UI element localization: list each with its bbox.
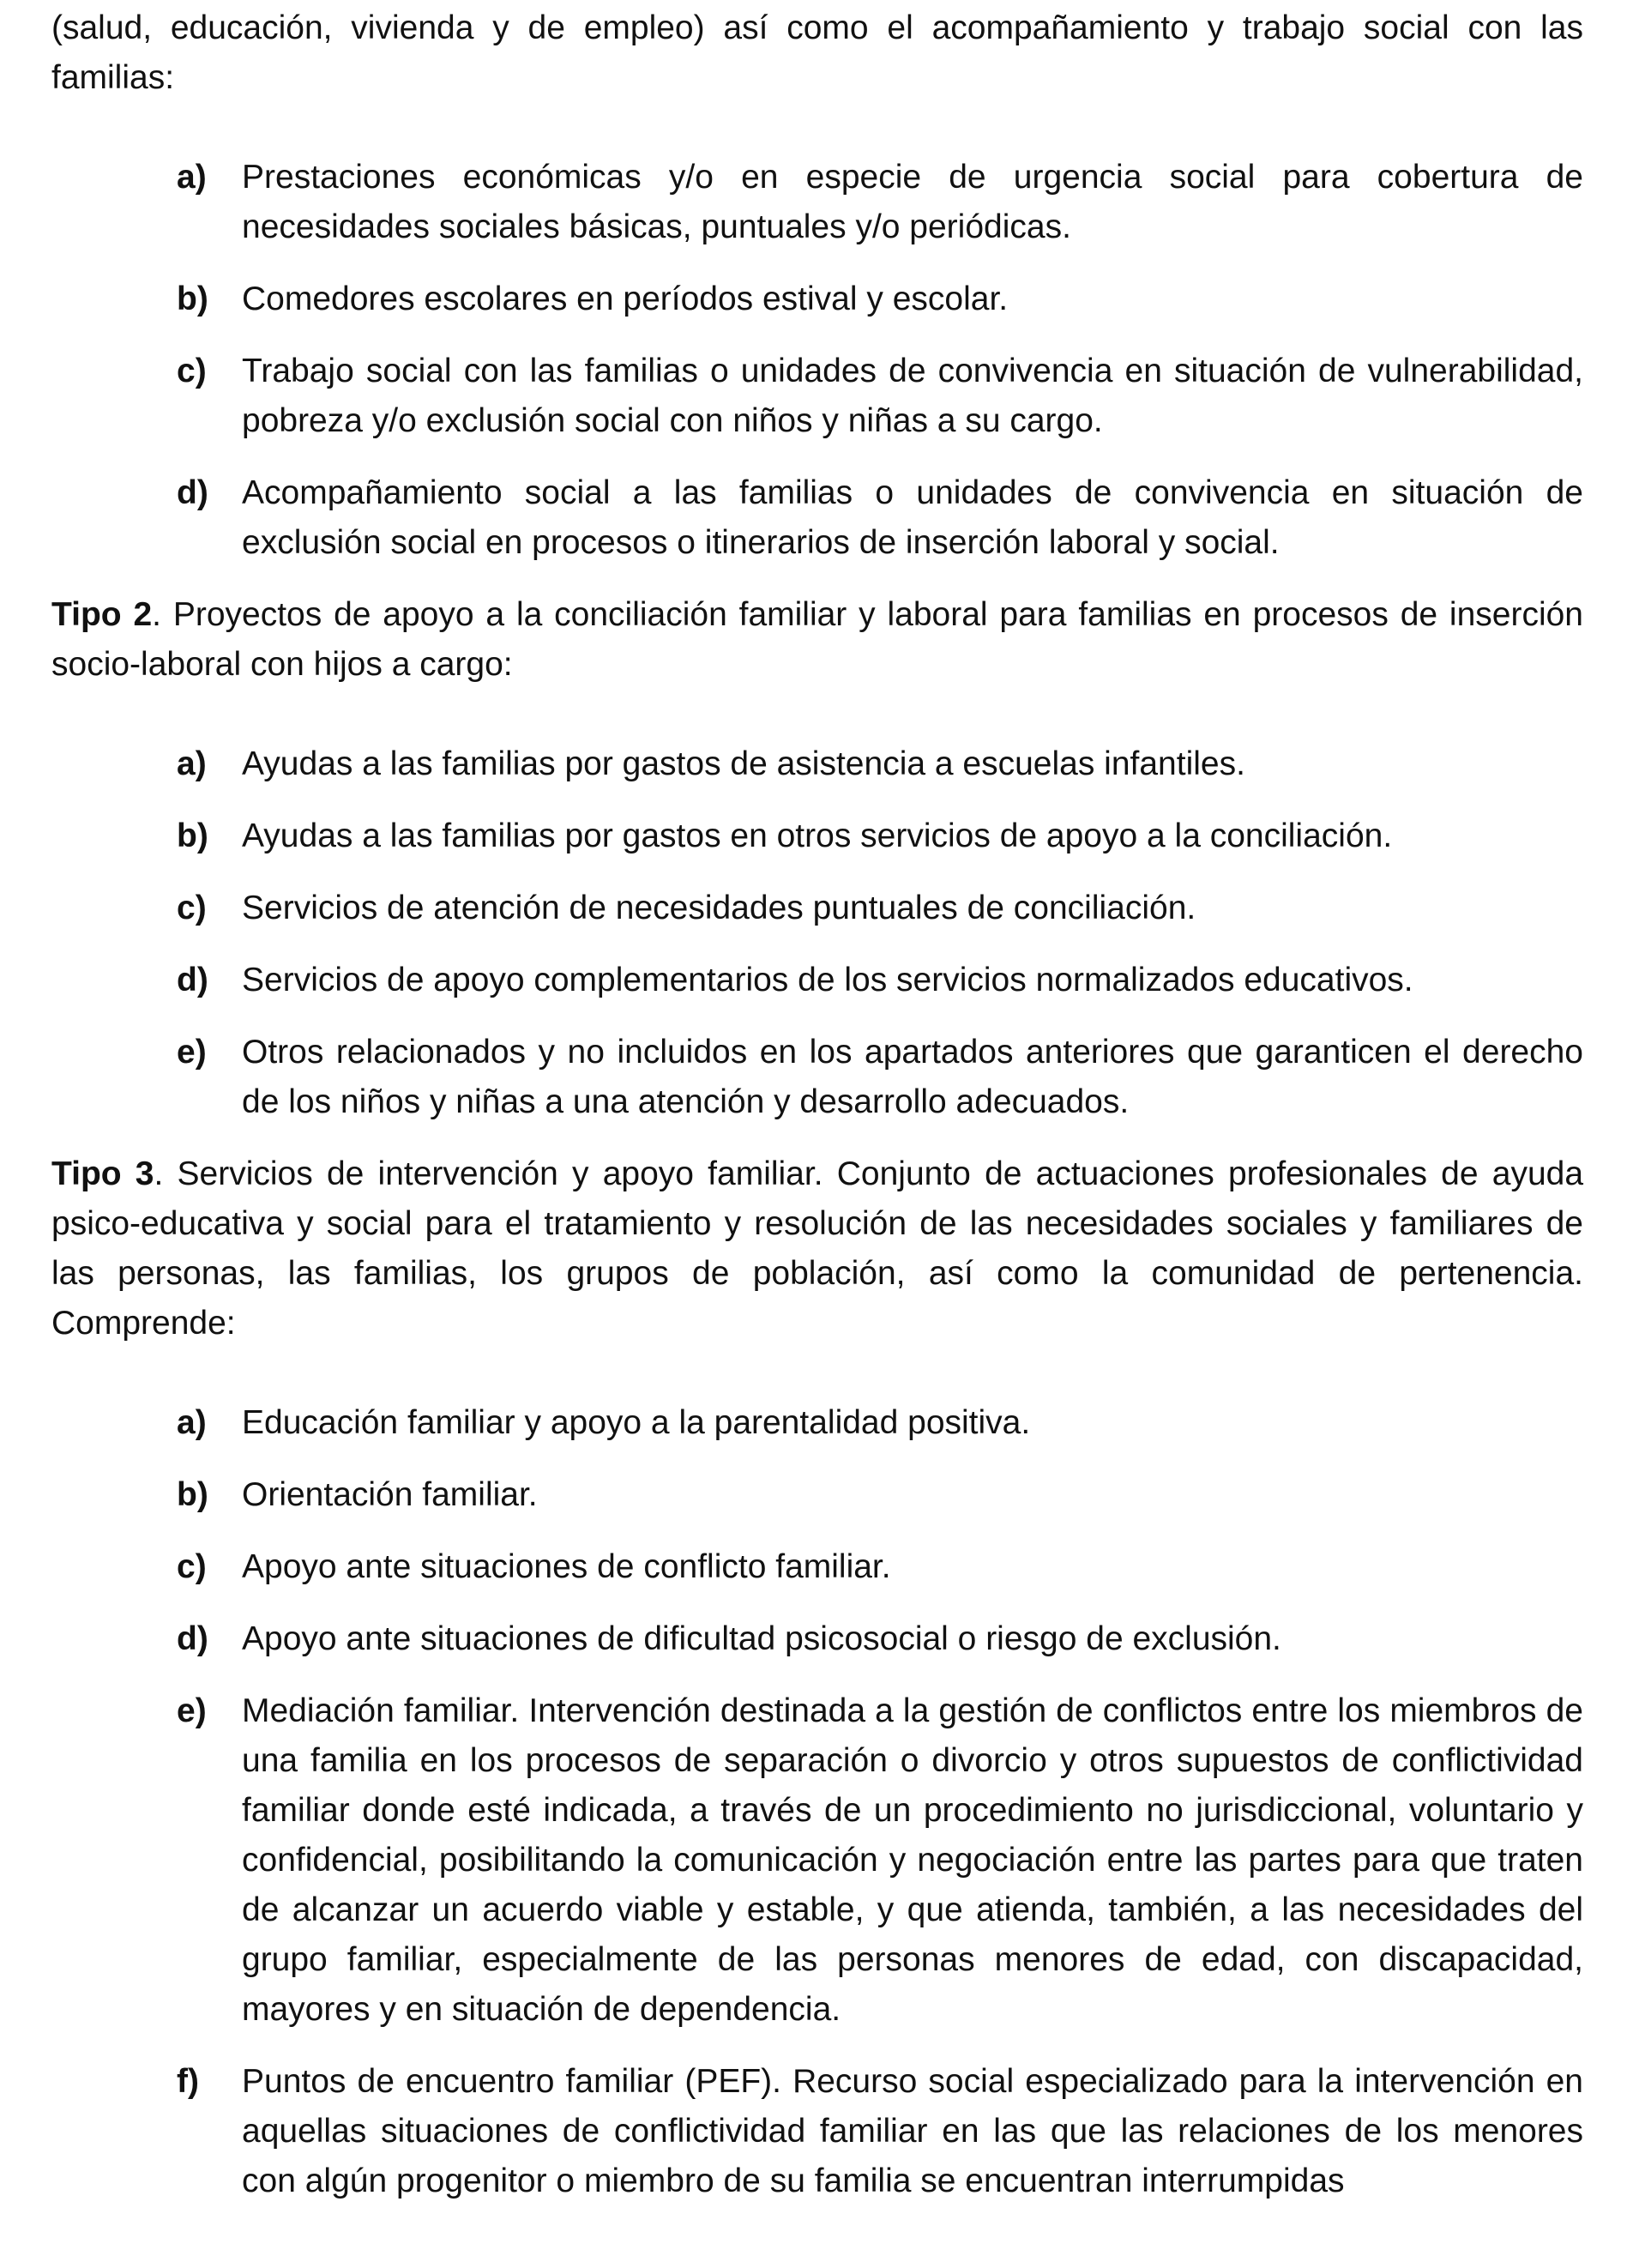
tipo3-paragraph [51, 1149, 1583, 1348]
item-letter: a) [177, 159, 207, 196]
list-item [51, 956, 1583, 1005]
list-item [51, 2057, 1583, 2206]
item-text: Comedores escolares en períodos estival y escolar. [242, 280, 1009, 317]
item-letter: c) [177, 890, 207, 926]
list-item [51, 884, 1583, 933]
item-text: Otros relacionados y no incluidos en los apartados anteriores que garanticen el derecho de los niños y niñas a una atención y desarrollo adecuados. [242, 1034, 1583, 1120]
list-item [51, 811, 1583, 861]
item-text: Apoyo ante situaciones de conflicto familiar. [242, 1548, 891, 1585]
item-text: Prestaciones económicas y/o en especie de urgencia social para cobertura de necesidades sociales básicas, puntuales y/o periódicas. [242, 159, 1583, 245]
list-item [51, 1614, 1583, 1664]
item-text: Servicios de apoyo complementarios de los servicios normalizados educativos. [242, 962, 1413, 998]
item-letter: c) [177, 1548, 207, 1585]
item-letter: b) [177, 817, 208, 854]
list-tipo3 [51, 1398, 1583, 2206]
item-letter: d) [177, 962, 208, 998]
item-text: Educación familiar y apoyo a la parentalidad positiva. [242, 1404, 1031, 1441]
list-item [51, 153, 1583, 252]
tipo2-paragraph [51, 590, 1583, 690]
item-text: Servicios de atención de necesidades puntuales de conciliación. [242, 890, 1196, 926]
list-item [51, 1542, 1583, 1592]
tipo2-label: Tipo 2 [51, 596, 153, 633]
item-letter: c) [177, 353, 207, 389]
item-letter: e) [177, 1034, 207, 1071]
list-item [51, 1686, 1583, 2035]
item-letter: a) [177, 745, 207, 782]
item-letter: e) [177, 1692, 207, 1729]
item-letter: d) [177, 1620, 208, 1657]
item-letter: b) [177, 1476, 208, 1513]
tipo2-text: . Proyectos de apoyo a la conciliación familiar y laboral para familias en procesos de inserción socio-laboral con hijos a cargo: [51, 596, 1583, 683]
list-item [51, 739, 1583, 789]
tipo3-text: . Servicios de intervención y apoyo familiar. Conjunto de actuaciones profesionales de ayuda psico-educativa y social para el tratamiento y resolución de las necesidades sociales y familiares de las personas, las familias, los grupos de población, así como la comunidad de pertenencia. Comprende: [51, 1155, 1584, 1342]
item-letter: a) [177, 1404, 207, 1441]
list-item [51, 347, 1583, 446]
list-item [51, 1470, 1583, 1520]
list-item [51, 274, 1583, 324]
item-text: Orientación familiar. [242, 1476, 538, 1513]
item-text: Ayudas a las familias por gastos en otros servicios de apoyo a la conciliación. [242, 817, 1393, 854]
item-letter: b) [177, 280, 208, 317]
list-tipo1 [51, 153, 1583, 568]
item-letter: f) [177, 2063, 199, 2100]
intro-paragraph: (salud, educación, vivienda y de empleo) así como el acompañamiento y trabajo social con las familias: [51, 9, 1583, 96]
item-text: Acompañamiento social a las familias o unidades de convivencia en situación de exclusión social en procesos o itinerarios de inserción laboral y social. [242, 474, 1583, 561]
item-text: Ayudas a las familias por gastos de asistencia a escuelas infantiles. [242, 745, 1245, 782]
list-item [51, 468, 1583, 568]
item-letter: d) [177, 474, 208, 511]
list-item [51, 1398, 1583, 1448]
item-text: Mediación familiar. Intervención destinada a la gestión de conflictos entre los miembros de una familia en los procesos de separación o divorcio y otros supuestos de conflictividad familiar donde esté indicada, a través de un procedimiento no jurisdiccional, voluntario y confidencial, posibilitando la comunicación y negociación entre las partes para que traten de alcanzar un acuerdo viable y estable, y que atienda, también, a las necesidades del grupo familiar, especialmente de las personas menores de edad, con discapacidad, mayores y en situación de dependencia. [242, 1692, 1583, 2028]
item-text: Puntos de encuentro familiar (PEF). Recurso social especializado para la intervención en aquellas situaciones de conflictividad familiar en las que las relaciones de los menores con algún progenitor o miembro de su familia se encuentran interrumpidas [242, 2063, 1583, 2199]
document-page [51, 0, 1583, 2206]
list-item [51, 1028, 1583, 1127]
item-text: Trabajo social con las familias o unidades de convivencia en situación de vulnerabilidad, pobreza y/o exclusión social con niños y niñas a su cargo. [242, 353, 1583, 439]
tipo3-label: Tipo 3 [51, 1155, 154, 1192]
item-text: Apoyo ante situaciones de dificultad psicosocial o riesgo de exclusión. [242, 1620, 1281, 1657]
list-tipo2 [51, 739, 1583, 1127]
